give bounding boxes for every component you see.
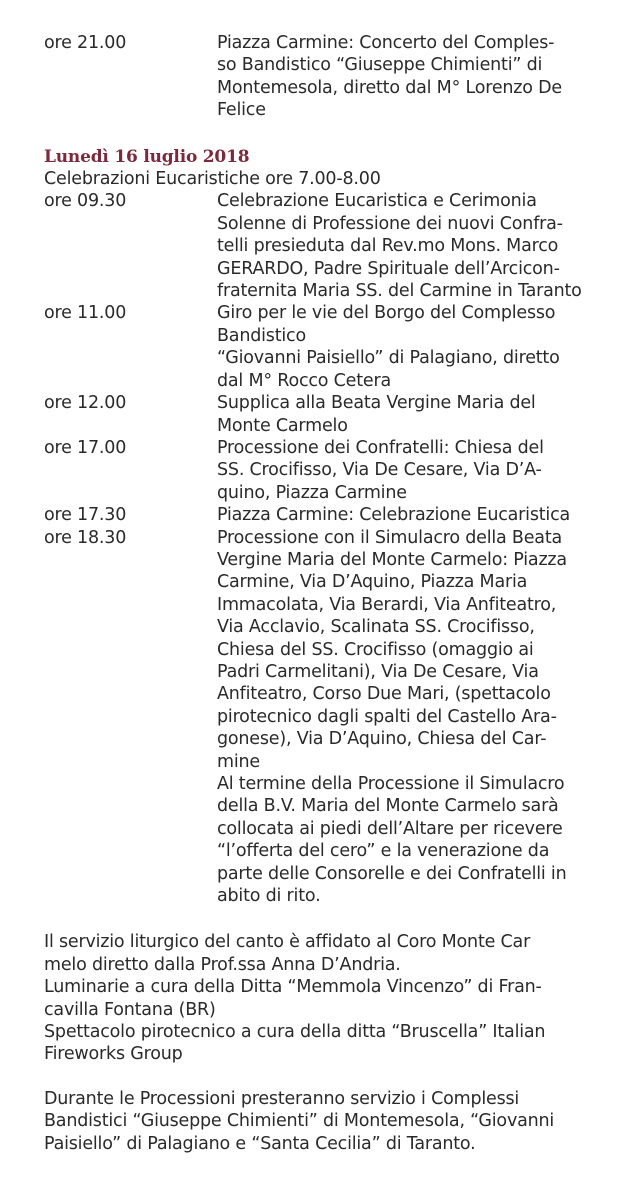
notes-section [0, 931, 632, 1155]
event-line: della B.V. Maria del Monte Carmelo sarà [217, 796, 559, 817]
event-row [0, 32, 632, 122]
event-description [217, 32, 589, 122]
event-row [0, 437, 632, 504]
event-line: dal M° Rocco Cetera [217, 370, 391, 391]
closing-line: Paisiello” di Palagiano e “Santa Cecilia” di Taranto. [44, 1133, 476, 1154]
note-line: Fireworks Group [44, 1044, 183, 1065]
event-description [217, 504, 589, 526]
celebrations-line: Celebrazioni Eucaristiche ore 7.00-8.00 [44, 169, 381, 190]
event-line: so Bandistico “Giuseppe Chimienti” di [217, 55, 543, 76]
note-line: Spettacolo pirotecnico a cura della ditta “Bruscella” Italian [44, 1022, 546, 1043]
event-line: “l’offerta del cero” e la venerazione da [217, 841, 550, 862]
event-line: Montemesola, diretto dal M° Lorenzo De [217, 77, 562, 98]
event-time: ore 11.00 [44, 303, 127, 324]
event-line: quino, Piazza Carmine [217, 482, 407, 503]
event-line: Al termine della Processione il Simulacro [217, 774, 565, 794]
event-line: Padri Carmelitani), Via De Cesare, Via [217, 661, 539, 682]
spacer [44, 1066, 632, 1088]
note-line: cavilla Fontana (BR) [44, 999, 216, 1020]
event-row [0, 504, 632, 526]
event-time: ore 21.00 [44, 33, 127, 53]
event-line: “Giovanni Paisiello” di Palagiano, diretto [217, 348, 560, 369]
note-line: Il servizio liturgico del canto è affidato al Coro Monte Car [44, 932, 531, 953]
event-line: Chiesa del SS. Crocifisso (omaggio ai [217, 639, 534, 660]
event-time: ore 17.30 [44, 505, 127, 526]
event-line: gonese), Via D’Aquino, Chiesa del Car- [217, 729, 547, 750]
event-row [0, 302, 632, 392]
event-row [0, 392, 632, 437]
event-line: Carmine, Via D’Aquino, Piazza Maria [217, 572, 528, 593]
note-line: melo diretto dalla Prof.ssa Anna D’Andria. [44, 954, 401, 975]
event-time: ore 12.00 [44, 393, 127, 414]
event-description [217, 190, 589, 302]
note-line: Luminarie a cura della Ditta “Memmola Vincenzo” di Fran- [44, 977, 542, 998]
event-line: Felice [217, 100, 266, 121]
event-line: Processione con il Simulacro della Beata [217, 527, 563, 548]
event-line: Via Acclavio, Scalinata SS. Crocifisso, [217, 617, 535, 638]
event-description [217, 302, 589, 392]
event-line: Piazza Carmine: Celebrazione Eucaristica [217, 505, 571, 526]
event-line: abito di rito. [217, 886, 321, 907]
event-row [0, 190, 632, 302]
event-line: telli presieduta dal Rev.mo Mons. Marco [217, 236, 559, 257]
closing-line: Durante le Processioni presteranno servizio i Complessi [44, 1088, 520, 1109]
event-line: fraternita Maria SS. del Carmine in Taranto [217, 281, 582, 302]
event-time: ore 18.30 [44, 527, 127, 548]
event-description [217, 437, 589, 504]
event-line: Piazza Carmine: Concerto del Comples- [217, 33, 555, 53]
closing-line: Bandistici “Giuseppe Chimienti” di Montemesola, “Giovanni [44, 1111, 555, 1132]
event-line: parte delle Consorelle e dei Confratelli in [217, 863, 567, 884]
event-line: Monte Carmelo [217, 415, 348, 436]
event-line: pirotecnico dagli spalti del Castello Ara- [217, 706, 557, 727]
event-line: Celebrazione Eucaristica e Cerimonia [217, 191, 537, 212]
event-line: Anfiteatro, Corso Due Mari, (spettacolo [217, 684, 551, 705]
event-time: ore 17.00 [44, 437, 127, 458]
event-line: Supplica alla Beata Vergine Maria del [217, 393, 536, 414]
event-description [217, 527, 589, 908]
event-line: Giro per le vie del Borgo del Complesso [217, 303, 556, 324]
event-line: Solenne di Professione dei nuovi Confra- [217, 213, 563, 234]
event-description [217, 392, 589, 437]
event-line: mine [217, 751, 260, 772]
event-line: Processione dei Confratelli: Chiesa del [217, 437, 544, 458]
event-time: ore 09.30 [44, 191, 127, 212]
event-row [0, 527, 632, 908]
event-line: Bandistico [217, 325, 306, 346]
event-line: Vergine Maria del Monte Carmelo: Piazza [217, 549, 567, 570]
event-line: collocata ai piedi dell’Altare per ricevere [217, 818, 563, 839]
day-heading: Lunedì 16 luglio 2018 [44, 146, 250, 167]
event-line: SS. Crocifisso, Via De Cesare, Via D’A- [217, 460, 542, 481]
event-line: GERARDO, Padre Spirituale dell’Arcicon- [217, 258, 560, 279]
event-line: Immacolata, Via Berardi, Via Anfiteatro, [217, 594, 557, 615]
